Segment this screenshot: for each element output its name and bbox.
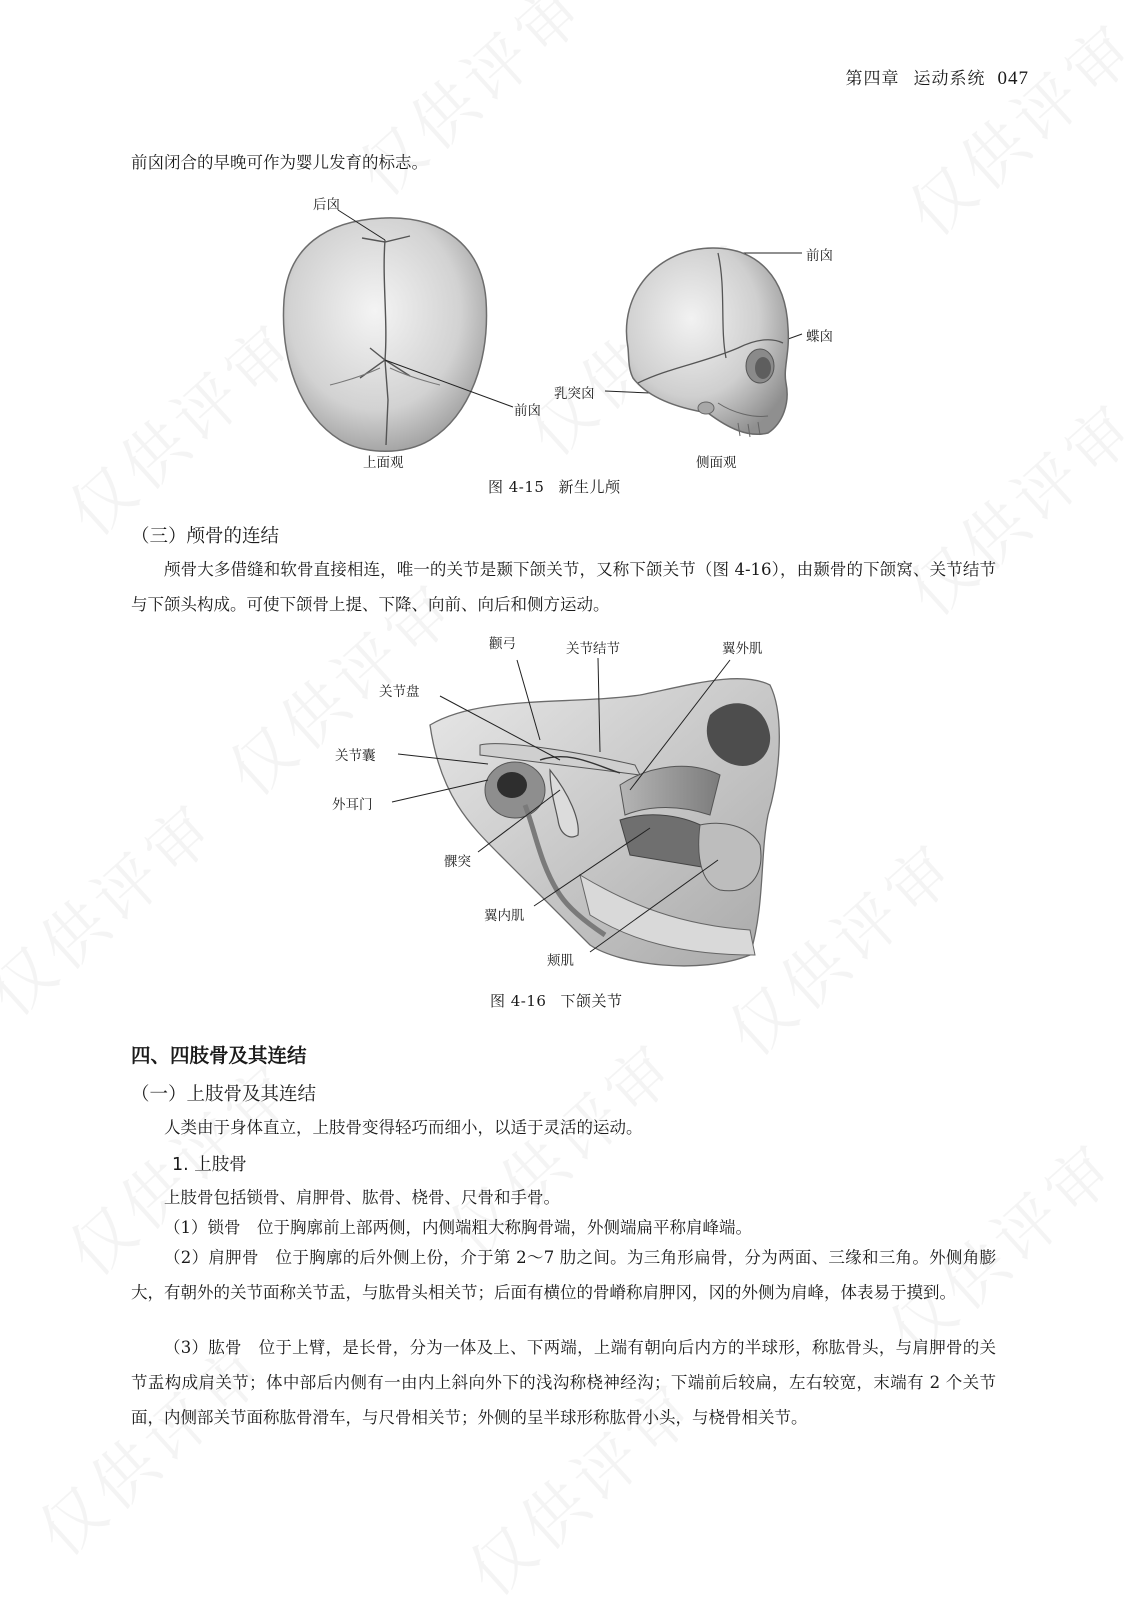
chapter-title: 运动系统 (913, 69, 986, 89)
chapter-number: 第四章 (845, 69, 900, 89)
paragraph: 前囟闭合的早晚可作为婴儿发育的标志。 (131, 153, 428, 172)
label-joint-capsule: 关节囊 (335, 748, 376, 764)
figure-title: 新生儿颅 (558, 478, 621, 496)
label-articular-disc: 关节盘 (379, 684, 420, 700)
figure-number: 图 4-16 (490, 992, 547, 1010)
paragraph: （1）锁骨 位于胸廓前上部两侧，内侧端粗大称胸骨端，外侧端扁平称肩峰端。 (164, 1218, 752, 1237)
figure-title: 下颌关节 (560, 992, 623, 1010)
label-lateral-pterygoid: 翼外肌 (722, 641, 763, 657)
label-mastoid-fontanelle: 乳突囟 (554, 386, 595, 402)
label-articular-tubercle: 关节结节 (566, 641, 620, 657)
figure-caption (490, 990, 622, 1011)
label-top-view: 上面观 (363, 455, 404, 471)
label-zygomatic-arch: 颧弓 (489, 636, 516, 652)
paragraph: 颅骨大多借缝和软骨直接相连，唯一的关节是颞下颌关节，又称下颌关节（图 4-16），由颞骨的下颌窝、关节结节与下颌头构成。可使下颌骨上提、下降、向前、向后和侧方运动。 (131, 560, 996, 614)
subsection-heading: （一）上肢骨及其连结 (131, 1084, 317, 1105)
figure-number: 图 4-15 (488, 478, 545, 496)
label-side-view: 侧面观 (696, 455, 737, 471)
paragraph: （3）肱骨 位于上臂，是长骨，分为一体及上、下两端，上端有朝向后内方的半球形，称肱骨头，与肩胛骨的关节盂构成肩关节；体中部后内侧有一由内上斜向外下的浅沟称桡神经沟；下端前后较扁，左右较宽，末端有 2 个关节面，内侧部关节面称肱骨滑车，与尺骨相关节；外侧的呈半球形称肱骨小头，与桡骨相关节。 (131, 1338, 996, 1427)
label-posterior-fontanelle: 后囟 (313, 197, 340, 213)
label-anterior-fontanelle-side: 前囟 (806, 248, 833, 264)
label-buccinator: 颊肌 (547, 953, 574, 969)
paragraph: （2）肩胛骨 位于胸廓的后外侧上份，介于第 2～7 肋之间。为三角形扁骨，分为两面、三缘和三角。外侧角膨大，有朝外的关节面称关节盂，与肱骨头相关节；后面有横位的骨嵴称肩胛冈，冈的外侧为肩峰，体表易于摸到。 (131, 1248, 996, 1302)
label-external-acoustic-meatus: 外耳门 (332, 797, 373, 813)
label-anterior-fontanelle-top: 前囟 (514, 403, 541, 419)
numbered-heading: 1. 上肢骨 (172, 1155, 247, 1175)
paragraph: 上肢骨包括锁骨、肩胛骨、肱骨、桡骨、尺骨和手骨。 (164, 1188, 560, 1207)
label-medial-pterygoid: 翼内肌 (484, 908, 525, 924)
section-heading: （三）颅骨的连结 (131, 526, 280, 547)
section-heading: 四、四肢骨及其连结 (131, 1044, 307, 1067)
label-condylar-process: 髁突 (444, 854, 471, 870)
paragraph: 人类由于身体直立，上肢骨变得轻巧而细小，以适于灵活的运动。 (164, 1118, 643, 1137)
page-number: 047 (997, 68, 1029, 89)
label-sphenoidal-fontanelle: 蝶囟 (806, 329, 833, 345)
